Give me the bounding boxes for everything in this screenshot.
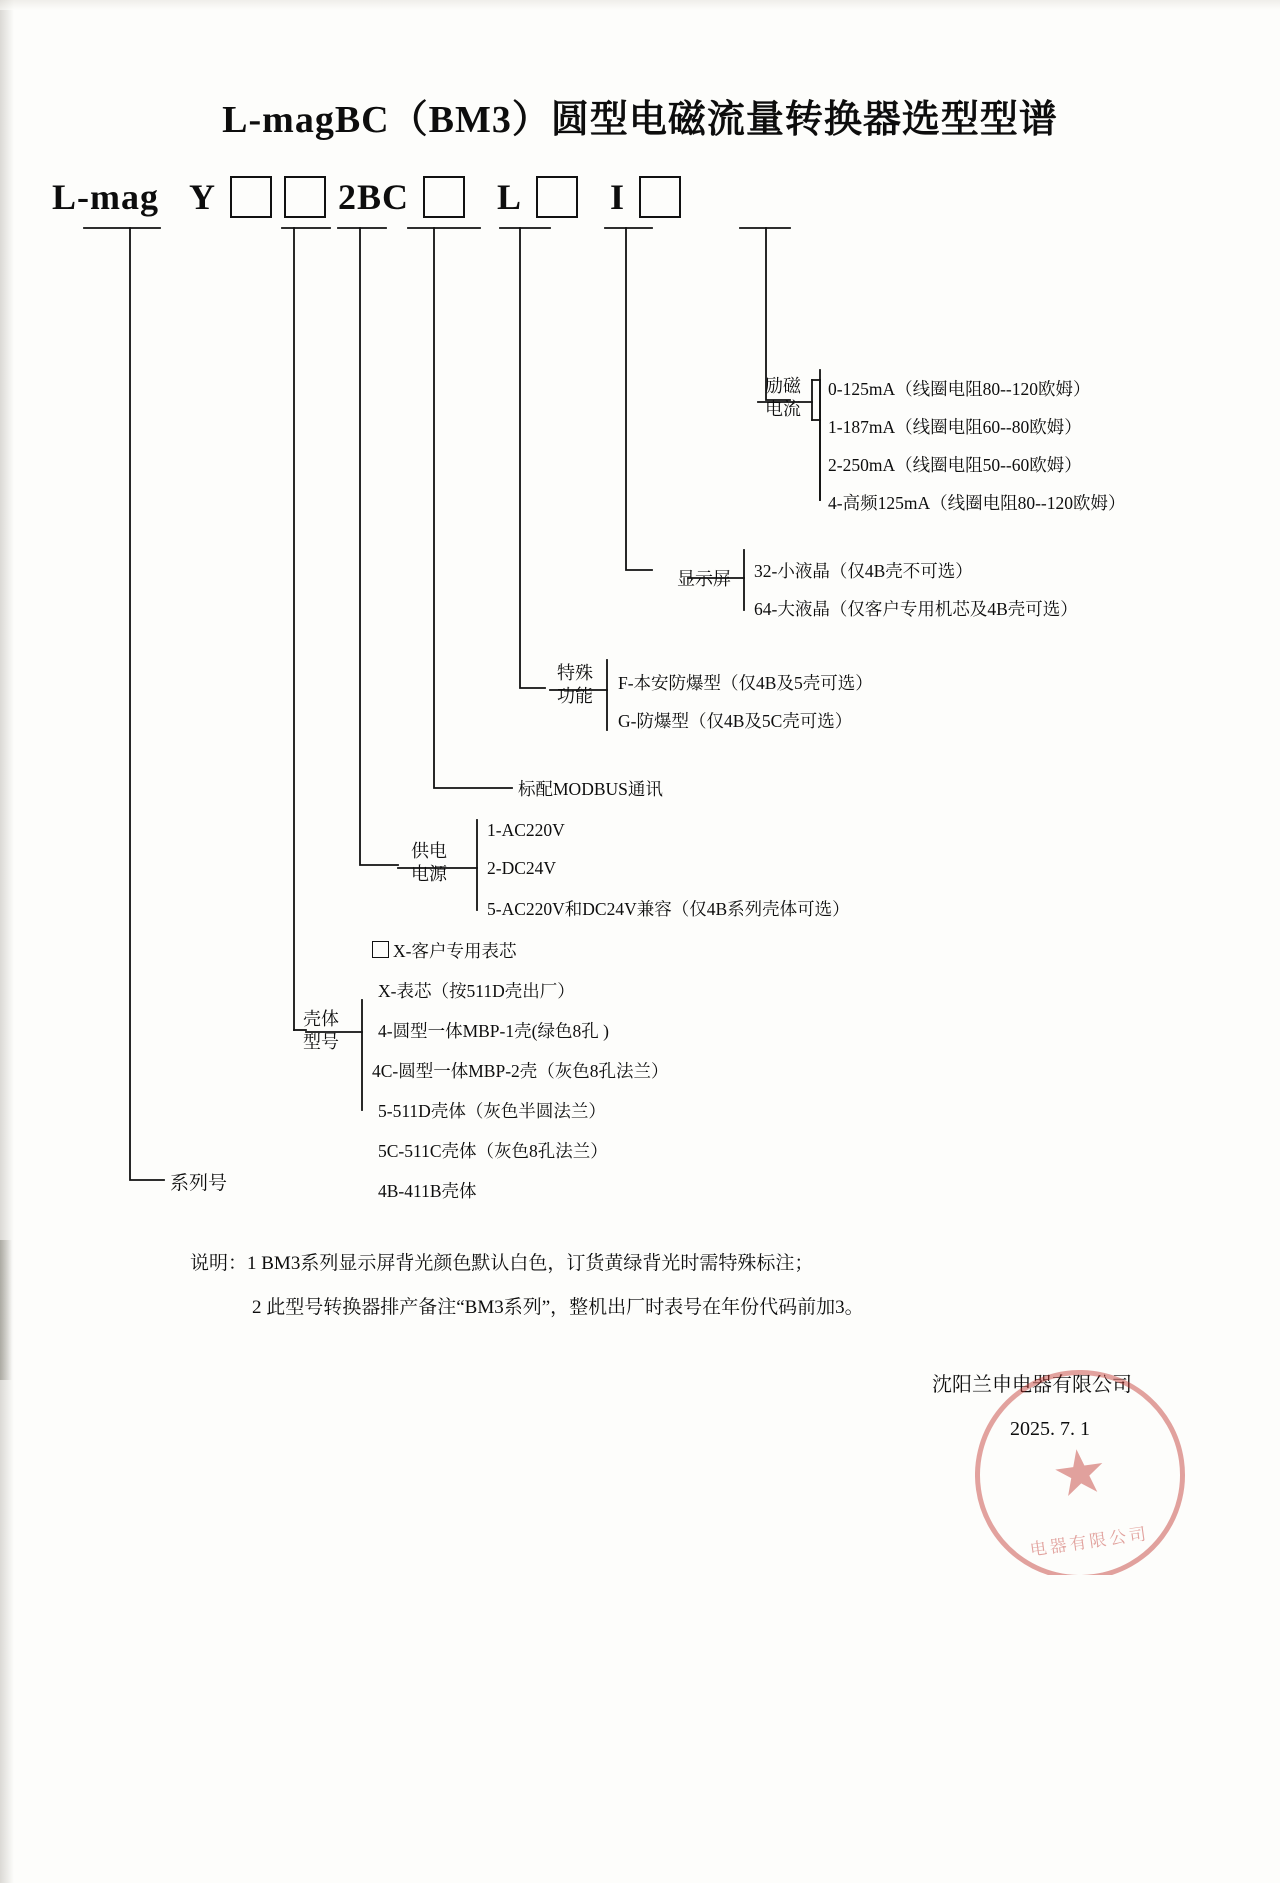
code-part-series: L-mag bbox=[52, 177, 159, 217]
note-line-2: 2 此型号转换器排产备注“BM3系列”，整机出厂时表号在年份代码前加3。 bbox=[252, 1297, 864, 1318]
code-box-power bbox=[284, 176, 326, 218]
option-housing-5C: 5C-511C壳体（灰色8孔法兰） bbox=[378, 1141, 608, 1161]
code-part-2bc: 2BC bbox=[338, 177, 410, 217]
checkbox-icon bbox=[372, 941, 389, 958]
code-box-housing bbox=[230, 176, 272, 218]
group-label-excitation-current: 励磁 电流 bbox=[765, 376, 801, 419]
group-label-power-supply: 供电 电源 bbox=[411, 841, 447, 884]
group-label-housing: 壳体 型号 bbox=[303, 1009, 339, 1052]
scan-smudge bbox=[0, 1240, 12, 1380]
scan-edge-shadow-top bbox=[0, 0, 1280, 10]
option-excitation-0: 0-125mA（线圈电阻80--120欧姆） bbox=[828, 379, 1091, 399]
option-housing-custom: X-客户专用表芯 bbox=[372, 938, 516, 963]
option-power-2: 2-DC24V bbox=[487, 858, 557, 878]
code-part-y: Y bbox=[189, 177, 216, 217]
stamp-circle bbox=[975, 1370, 1190, 1575]
model-code-line bbox=[52, 176, 687, 218]
option-housing-4B: 4B-411B壳体 bbox=[378, 1181, 477, 1201]
option-excitation-1: 1-187mA（线圈电阻60--80欧姆） bbox=[828, 417, 1082, 437]
company-name: 沈阳兰申电器有限公司 bbox=[932, 1374, 1132, 1396]
option-display-32: 32-小液晶（仅4B壳不可选） bbox=[754, 561, 973, 581]
label-series-number: 系列号 bbox=[170, 1173, 228, 1194]
option-excitation-4: 4-高频125mA（线圈电阻80--120欧姆） bbox=[828, 493, 1126, 513]
option-power-5: 5-AC220V和DC24V兼容（仅4B系列壳体可选） bbox=[487, 899, 850, 919]
option-excitation-2: 2-250mA（线圈电阻50--60欧姆） bbox=[828, 455, 1082, 475]
code-part-l: L bbox=[497, 177, 523, 217]
group-label-display: 显示屏 bbox=[677, 569, 731, 589]
option-housing-4C: 4C-圆型一体MBP-2壳（灰色8孔法兰） bbox=[372, 1061, 669, 1081]
company-stamp bbox=[975, 1370, 1190, 1575]
stamp-text: 电器有限公司 bbox=[1028, 1524, 1151, 1560]
option-housing-X: X-表芯（按511D壳出厂） bbox=[378, 981, 575, 1001]
page-title: L-magBC（BM3）圆型电磁流量转换器选型型谱 bbox=[222, 99, 1058, 141]
option-display-64: 64-大液晶（仅客户专用机芯及4B壳可选） bbox=[754, 599, 1078, 619]
scan-edge-shadow-left bbox=[0, 0, 14, 1883]
code-box-special bbox=[423, 176, 465, 218]
document-date: 2025. 7. 1 bbox=[1010, 1418, 1090, 1440]
code-box-excitation bbox=[639, 176, 681, 218]
option-housing-4: 4-圆型一体MBP-1壳(绿色8孔 ) bbox=[378, 1021, 609, 1041]
star-icon: ★ bbox=[1047, 1436, 1113, 1512]
option-special-G: G-防爆型（仅4B及5C壳可选） bbox=[618, 711, 853, 731]
label-modbus-standard: 标配MODBUS通讯 bbox=[518, 779, 663, 799]
option-power-1: 1-AC220V bbox=[487, 820, 565, 840]
option-housing-5: 5-511D壳体（灰色半圆法兰） bbox=[378, 1101, 606, 1121]
code-part-i: I bbox=[610, 177, 626, 217]
code-box-display bbox=[536, 176, 578, 218]
group-label-special-function: 特殊 功能 bbox=[557, 663, 593, 706]
option-special-F: F-本安防爆型（仅4B及5壳可选） bbox=[618, 673, 873, 693]
note-line-1: 说明：1 BM3系列显示屏背光颜色默认白色，订货黄绿背光时需特殊标注； bbox=[190, 1253, 814, 1274]
